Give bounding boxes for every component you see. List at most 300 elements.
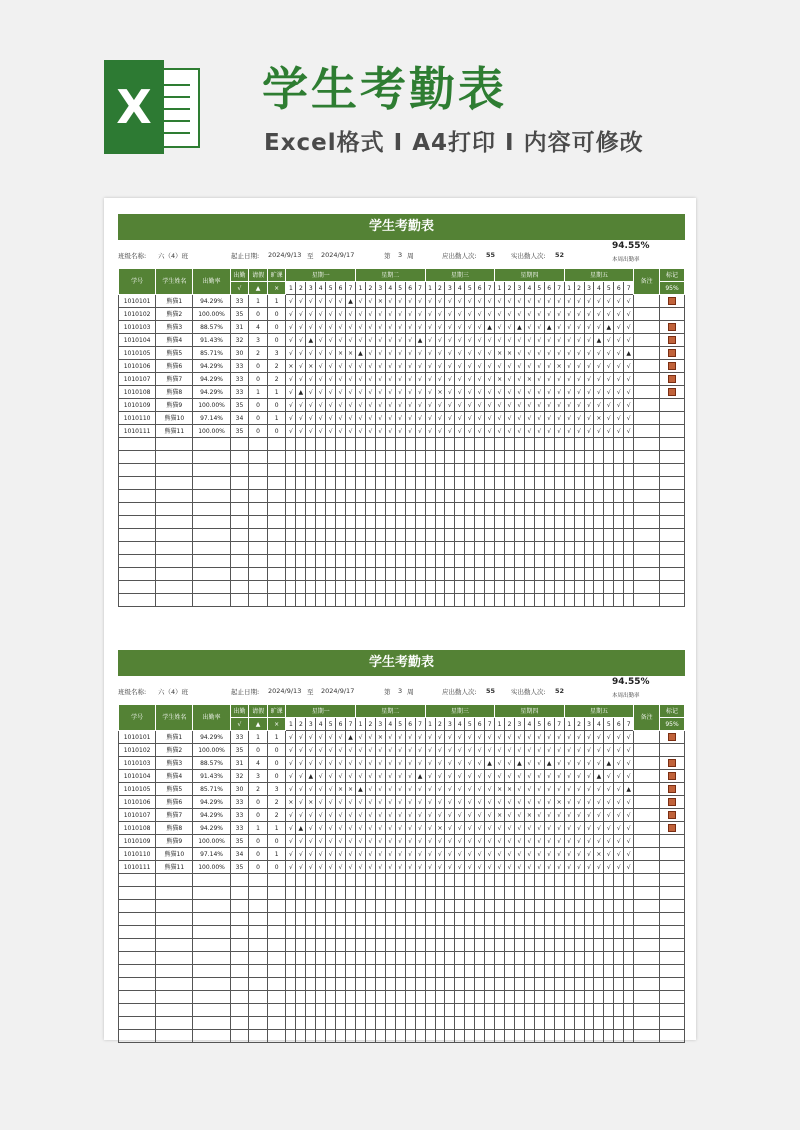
empty-cell[interactable] bbox=[316, 568, 326, 581]
empty-cell[interactable] bbox=[614, 874, 624, 887]
cell-attendance-mark[interactable]: √ bbox=[485, 861, 495, 874]
cell-attendance-mark[interactable]: √ bbox=[336, 373, 346, 386]
cell-attendance-mark[interactable]: √ bbox=[465, 347, 475, 360]
empty-cell[interactable] bbox=[624, 913, 634, 926]
cell-attendance-mark[interactable]: √ bbox=[554, 809, 564, 822]
empty-cell[interactable] bbox=[336, 965, 346, 978]
cell-attendance-mark[interactable]: √ bbox=[405, 373, 415, 386]
empty-cell[interactable] bbox=[356, 529, 366, 542]
cell-attendance-mark[interactable]: √ bbox=[475, 321, 485, 334]
cell-attendance-mark[interactable]: √ bbox=[614, 796, 624, 809]
empty-cell[interactable] bbox=[660, 542, 685, 555]
cell-attendance-mark[interactable]: √ bbox=[326, 848, 336, 861]
cell-attendance-mark[interactable]: √ bbox=[356, 848, 366, 861]
cell-attendance-mark[interactable]: √ bbox=[514, 386, 524, 399]
empty-cell[interactable] bbox=[365, 594, 375, 607]
empty-cell[interactable] bbox=[524, 952, 534, 965]
cell-attendance-mark[interactable]: √ bbox=[385, 386, 395, 399]
class-value[interactable]: 六（4）班 bbox=[158, 252, 189, 260]
cell-attendance-mark[interactable]: √ bbox=[475, 412, 485, 425]
empty-cell[interactable] bbox=[445, 542, 455, 555]
empty-cell[interactable] bbox=[267, 464, 286, 477]
empty-cell[interactable] bbox=[505, 581, 515, 594]
cell-attendance-mark[interactable]: √ bbox=[534, 835, 544, 848]
cell-attendance-mark[interactable]: √ bbox=[385, 822, 395, 835]
cell-attendance-mark[interactable]: √ bbox=[385, 796, 395, 809]
cell-attendance-mark[interactable]: √ bbox=[584, 373, 594, 386]
empty-cell[interactable] bbox=[119, 1017, 156, 1030]
cell-attendance-mark[interactable]: √ bbox=[356, 386, 366, 399]
cell-student-id[interactable]: 1010103 bbox=[119, 321, 156, 334]
empty-cell[interactable] bbox=[594, 451, 604, 464]
empty-cell[interactable] bbox=[395, 978, 405, 991]
empty-cell[interactable] bbox=[564, 542, 574, 555]
empty-cell[interactable] bbox=[594, 874, 604, 887]
empty-cell[interactable] bbox=[465, 874, 475, 887]
empty-cell[interactable] bbox=[624, 568, 634, 581]
empty-cell[interactable] bbox=[514, 900, 524, 913]
cell-attendance-mark[interactable]: √ bbox=[455, 796, 465, 809]
empty-cell[interactable] bbox=[604, 503, 614, 516]
empty-cell[interactable] bbox=[544, 913, 554, 926]
empty-cell[interactable] bbox=[385, 438, 395, 451]
cell-attendance-mark[interactable]: √ bbox=[336, 360, 346, 373]
empty-cell[interactable] bbox=[445, 965, 455, 978]
cell-attendance-mark[interactable]: √ bbox=[505, 373, 515, 386]
cell-attendance-mark[interactable]: √ bbox=[554, 399, 564, 412]
empty-cell[interactable] bbox=[465, 594, 475, 607]
empty-cell[interactable] bbox=[230, 581, 249, 594]
cell-attendance-mark[interactable]: √ bbox=[584, 744, 594, 757]
empty-cell[interactable] bbox=[286, 542, 296, 555]
empty-cell[interactable] bbox=[316, 594, 326, 607]
empty-cell[interactable] bbox=[495, 438, 505, 451]
empty-cell[interactable] bbox=[306, 516, 316, 529]
empty-cell[interactable] bbox=[405, 913, 415, 926]
cell-attendance-mark[interactable]: √ bbox=[385, 848, 395, 861]
cell-attendance-mark[interactable]: × bbox=[554, 796, 564, 809]
empty-cell[interactable] bbox=[356, 451, 366, 464]
empty-cell[interactable] bbox=[306, 568, 316, 581]
empty-cell[interactable] bbox=[230, 1004, 249, 1017]
empty-cell[interactable] bbox=[405, 939, 415, 952]
empty-cell[interactable] bbox=[475, 978, 485, 991]
cell-attendance-mark[interactable]: √ bbox=[594, 757, 604, 770]
cell-attendance-mark[interactable]: √ bbox=[534, 783, 544, 796]
cell-attendance-mark[interactable]: √ bbox=[356, 861, 366, 874]
empty-cell[interactable] bbox=[230, 991, 249, 1004]
empty-cell[interactable] bbox=[156, 568, 193, 581]
cell-attendance-mark[interactable]: √ bbox=[624, 809, 634, 822]
empty-cell[interactable] bbox=[634, 490, 660, 503]
empty-cell[interactable] bbox=[336, 542, 346, 555]
empty-cell[interactable] bbox=[614, 594, 624, 607]
empty-cell[interactable] bbox=[554, 874, 564, 887]
empty-cell[interactable] bbox=[230, 529, 249, 542]
empty-cell[interactable] bbox=[156, 529, 193, 542]
cell-note[interactable] bbox=[634, 796, 660, 809]
empty-cell[interactable] bbox=[375, 451, 385, 464]
cell-attendance-mark[interactable]: √ bbox=[485, 373, 495, 386]
empty-cell[interactable] bbox=[584, 594, 594, 607]
empty-cell[interactable] bbox=[445, 1030, 455, 1043]
cell-attendance-mark[interactable]: √ bbox=[624, 386, 634, 399]
empty-cell[interactable] bbox=[230, 490, 249, 503]
cell-attendance-mark[interactable]: √ bbox=[624, 425, 634, 438]
empty-cell[interactable] bbox=[634, 581, 660, 594]
cell-attendance-mark[interactable]: √ bbox=[495, 295, 505, 308]
cell-attendance-mark[interactable]: ▲ bbox=[624, 783, 634, 796]
cell-attendance-mark[interactable]: √ bbox=[524, 334, 534, 347]
empty-cell[interactable] bbox=[604, 568, 614, 581]
cell-attendance-mark[interactable]: √ bbox=[505, 334, 515, 347]
cell-attendance-mark[interactable]: √ bbox=[514, 744, 524, 757]
empty-cell[interactable] bbox=[564, 1017, 574, 1030]
empty-cell[interactable] bbox=[365, 874, 375, 887]
cell-attendance-mark[interactable]: √ bbox=[365, 835, 375, 848]
empty-cell[interactable] bbox=[326, 490, 336, 503]
empty-cell[interactable] bbox=[156, 913, 193, 926]
cell-attendance-mark[interactable]: √ bbox=[564, 783, 574, 796]
empty-cell[interactable] bbox=[594, 926, 604, 939]
empty-cell[interactable] bbox=[336, 900, 346, 913]
empty-cell[interactable] bbox=[534, 978, 544, 991]
empty-cell[interactable] bbox=[475, 464, 485, 477]
empty-cell[interactable] bbox=[156, 900, 193, 913]
empty-cell[interactable] bbox=[249, 503, 268, 516]
empty-cell[interactable] bbox=[249, 594, 268, 607]
cell-attendance-mark[interactable]: √ bbox=[465, 744, 475, 757]
cell-attendance-mark[interactable]: √ bbox=[455, 861, 465, 874]
cell-student-id[interactable]: 1010101 bbox=[119, 731, 156, 744]
empty-cell[interactable] bbox=[584, 1017, 594, 1030]
empty-cell[interactable] bbox=[624, 438, 634, 451]
empty-cell[interactable] bbox=[405, 1030, 415, 1043]
empty-cell[interactable] bbox=[415, 1017, 425, 1030]
cell-attendance-mark[interactable]: √ bbox=[574, 360, 584, 373]
empty-cell[interactable] bbox=[544, 542, 554, 555]
empty-cell[interactable] bbox=[365, 477, 375, 490]
empty-cell[interactable] bbox=[445, 952, 455, 965]
empty-cell[interactable] bbox=[574, 594, 584, 607]
cell-attendance-mark[interactable]: ▲ bbox=[624, 347, 634, 360]
empty-cell[interactable] bbox=[505, 451, 515, 464]
empty-cell[interactable] bbox=[286, 991, 296, 1004]
empty-cell[interactable] bbox=[405, 1017, 415, 1030]
cell-attendance-mark[interactable]: √ bbox=[346, 321, 356, 334]
empty-cell[interactable] bbox=[455, 477, 465, 490]
empty-cell[interactable] bbox=[395, 438, 405, 451]
empty-cell[interactable] bbox=[346, 581, 356, 594]
cell-attendance-mark[interactable]: √ bbox=[296, 321, 306, 334]
cell-attendance-mark[interactable]: √ bbox=[624, 731, 634, 744]
cell-attendance-mark[interactable]: √ bbox=[485, 386, 495, 399]
cell-student-name[interactable]: 熊猫9 bbox=[156, 835, 193, 848]
empty-cell[interactable] bbox=[534, 451, 544, 464]
cell-attendance-mark[interactable]: √ bbox=[495, 399, 505, 412]
empty-cell[interactable] bbox=[574, 477, 584, 490]
cell-attendance-mark[interactable]: √ bbox=[405, 770, 415, 783]
cell-attendance-mark[interactable]: √ bbox=[425, 770, 435, 783]
empty-cell[interactable] bbox=[495, 1030, 505, 1043]
empty-cell[interactable] bbox=[375, 939, 385, 952]
empty-cell[interactable] bbox=[296, 477, 306, 490]
cell-attendance-mark[interactable]: √ bbox=[395, 809, 405, 822]
empty-cell[interactable] bbox=[119, 926, 156, 939]
empty-cell[interactable] bbox=[425, 477, 435, 490]
cell-attendance-mark[interactable]: √ bbox=[356, 373, 366, 386]
empty-cell[interactable] bbox=[415, 477, 425, 490]
empty-cell[interactable] bbox=[475, 555, 485, 568]
cell-attendance-mark[interactable]: √ bbox=[346, 861, 356, 874]
empty-cell[interactable] bbox=[415, 978, 425, 991]
empty-cell[interactable] bbox=[425, 529, 435, 542]
empty-cell[interactable] bbox=[524, 1004, 534, 1017]
cell-attendance-mark[interactable]: √ bbox=[465, 308, 475, 321]
empty-cell[interactable] bbox=[286, 952, 296, 965]
empty-cell[interactable] bbox=[435, 477, 445, 490]
cell-attendance-mark[interactable]: √ bbox=[554, 848, 564, 861]
cell-attendance-mark[interactable]: √ bbox=[505, 822, 515, 835]
cell-attendance-mark[interactable]: √ bbox=[614, 757, 624, 770]
empty-cell[interactable] bbox=[395, 939, 405, 952]
cell-attendance-mark[interactable]: √ bbox=[375, 308, 385, 321]
empty-cell[interactable] bbox=[365, 451, 375, 464]
empty-cell[interactable] bbox=[119, 991, 156, 1004]
empty-cell[interactable] bbox=[435, 939, 445, 952]
cell-attendance-mark[interactable]: √ bbox=[505, 757, 515, 770]
empty-cell[interactable] bbox=[230, 1030, 249, 1043]
cell-attendance-mark[interactable]: √ bbox=[544, 412, 554, 425]
empty-cell[interactable] bbox=[485, 1017, 495, 1030]
empty-cell[interactable] bbox=[505, 1017, 515, 1030]
empty-cell[interactable] bbox=[356, 887, 366, 900]
cell-attendance-mark[interactable]: √ bbox=[564, 809, 574, 822]
empty-cell[interactable] bbox=[445, 555, 455, 568]
cell-attendance-mark[interactable]: √ bbox=[306, 412, 316, 425]
empty-cell[interactable] bbox=[193, 568, 230, 581]
cell-attendance-mark[interactable]: × bbox=[306, 796, 316, 809]
empty-cell[interactable] bbox=[405, 978, 415, 991]
cell-attendance-mark[interactable]: √ bbox=[614, 334, 624, 347]
empty-cell[interactable] bbox=[193, 555, 230, 568]
empty-cell[interactable] bbox=[365, 503, 375, 516]
cell-attendance-mark[interactable]: √ bbox=[395, 412, 405, 425]
cell-attendance-mark[interactable]: √ bbox=[624, 321, 634, 334]
empty-cell[interactable] bbox=[230, 542, 249, 555]
actual-value[interactable]: 52 bbox=[555, 251, 565, 259]
cell-attendance-mark[interactable]: √ bbox=[584, 412, 594, 425]
empty-cell[interactable] bbox=[445, 581, 455, 594]
empty-cell[interactable] bbox=[346, 965, 356, 978]
empty-cell[interactable] bbox=[230, 438, 249, 451]
empty-cell[interactable] bbox=[316, 965, 326, 978]
empty-cell[interactable] bbox=[156, 503, 193, 516]
empty-cell[interactable] bbox=[624, 1004, 634, 1017]
cell-attendance-mark[interactable]: √ bbox=[296, 731, 306, 744]
empty-cell[interactable] bbox=[119, 490, 156, 503]
cell-attendance-mark[interactable]: √ bbox=[336, 770, 346, 783]
empty-cell[interactable] bbox=[594, 913, 604, 926]
empty-cell[interactable] bbox=[485, 874, 495, 887]
empty-cell[interactable] bbox=[505, 490, 515, 503]
empty-cell[interactable] bbox=[435, 438, 445, 451]
empty-cell[interactable] bbox=[230, 952, 249, 965]
empty-cell[interactable] bbox=[326, 1017, 336, 1030]
empty-cell[interactable] bbox=[267, 1030, 286, 1043]
empty-cell[interactable] bbox=[614, 555, 624, 568]
cell-student-id[interactable]: 1010102 bbox=[119, 308, 156, 321]
cell-attendance-mark[interactable]: √ bbox=[574, 757, 584, 770]
cell-attendance-mark[interactable]: √ bbox=[296, 399, 306, 412]
cell-attendance-mark[interactable]: √ bbox=[445, 744, 455, 757]
cell-attendance-mark[interactable]: √ bbox=[356, 295, 366, 308]
cell-attendance-mark[interactable]: √ bbox=[316, 757, 326, 770]
empty-cell[interactable] bbox=[534, 555, 544, 568]
cell-attendance-mark[interactable]: √ bbox=[346, 757, 356, 770]
empty-cell[interactable] bbox=[544, 1030, 554, 1043]
cell-attendance-mark[interactable]: √ bbox=[435, 334, 445, 347]
cell-attendance-mark[interactable]: √ bbox=[574, 295, 584, 308]
empty-cell[interactable] bbox=[524, 913, 534, 926]
cell-attendance-mark[interactable]: √ bbox=[445, 848, 455, 861]
empty-cell[interactable] bbox=[604, 952, 614, 965]
empty-cell[interactable] bbox=[306, 913, 316, 926]
empty-cell[interactable] bbox=[415, 490, 425, 503]
empty-cell[interactable] bbox=[356, 978, 366, 991]
empty-cell[interactable] bbox=[505, 900, 515, 913]
cell-attendance-mark[interactable]: √ bbox=[336, 848, 346, 861]
empty-cell[interactable] bbox=[230, 594, 249, 607]
empty-cell[interactable] bbox=[524, 978, 534, 991]
empty-cell[interactable] bbox=[326, 1030, 336, 1043]
cell-attendance-mark[interactable]: √ bbox=[435, 347, 445, 360]
empty-cell[interactable] bbox=[534, 900, 544, 913]
empty-cell[interactable] bbox=[534, 1004, 544, 1017]
empty-cell[interactable] bbox=[375, 991, 385, 1004]
cell-attendance-mark[interactable]: √ bbox=[594, 360, 604, 373]
cell-student-id[interactable]: 1010102 bbox=[119, 744, 156, 757]
cell-attendance-mark[interactable]: √ bbox=[435, 373, 445, 386]
empty-cell[interactable] bbox=[584, 900, 594, 913]
cell-attendance-mark[interactable]: √ bbox=[346, 386, 356, 399]
empty-cell[interactable] bbox=[356, 1030, 366, 1043]
empty-cell[interactable] bbox=[425, 926, 435, 939]
empty-cell[interactable] bbox=[316, 978, 326, 991]
empty-cell[interactable] bbox=[624, 926, 634, 939]
empty-cell[interactable] bbox=[475, 490, 485, 503]
empty-cell[interactable] bbox=[230, 939, 249, 952]
cell-attendance-mark[interactable]: √ bbox=[435, 360, 445, 373]
cell-attendance-mark[interactable]: √ bbox=[455, 347, 465, 360]
empty-cell[interactable] bbox=[594, 1004, 604, 1017]
cell-attendance-mark[interactable]: √ bbox=[306, 731, 316, 744]
cell-attendance-mark[interactable]: √ bbox=[604, 334, 614, 347]
empty-cell[interactable] bbox=[614, 568, 624, 581]
empty-cell[interactable] bbox=[346, 952, 356, 965]
empty-cell[interactable] bbox=[475, 991, 485, 1004]
cell-attendance-mark[interactable]: √ bbox=[296, 373, 306, 386]
empty-cell[interactable] bbox=[544, 451, 554, 464]
empty-cell[interactable] bbox=[475, 1004, 485, 1017]
empty-cell[interactable] bbox=[375, 555, 385, 568]
cell-attendance-mark[interactable]: √ bbox=[425, 809, 435, 822]
cell-attendance-mark[interactable]: √ bbox=[514, 731, 524, 744]
empty-cell[interactable] bbox=[594, 594, 604, 607]
empty-cell[interactable] bbox=[544, 1004, 554, 1017]
cell-attendance-mark[interactable]: × bbox=[505, 347, 515, 360]
cell-attendance-mark[interactable]: √ bbox=[564, 425, 574, 438]
empty-cell[interactable] bbox=[660, 568, 685, 581]
empty-cell[interactable] bbox=[306, 874, 316, 887]
empty-cell[interactable] bbox=[119, 594, 156, 607]
cell-attendance-mark[interactable]: √ bbox=[604, 295, 614, 308]
cell-attendance-mark[interactable]: √ bbox=[415, 295, 425, 308]
empty-cell[interactable] bbox=[485, 555, 495, 568]
empty-cell[interactable] bbox=[534, 529, 544, 542]
cell-attendance-mark[interactable]: √ bbox=[435, 412, 445, 425]
empty-cell[interactable] bbox=[614, 991, 624, 1004]
cell-attendance-mark[interactable]: √ bbox=[604, 848, 614, 861]
cell-attendance-mark[interactable]: √ bbox=[296, 783, 306, 796]
empty-cell[interactable] bbox=[574, 568, 584, 581]
empty-cell[interactable] bbox=[405, 965, 415, 978]
cell-attendance-mark[interactable]: √ bbox=[316, 360, 326, 373]
empty-cell[interactable] bbox=[660, 477, 685, 490]
cell-attendance-mark[interactable]: √ bbox=[624, 360, 634, 373]
empty-cell[interactable] bbox=[395, 581, 405, 594]
cell-attendance-mark[interactable]: √ bbox=[415, 386, 425, 399]
empty-cell[interactable] bbox=[544, 438, 554, 451]
empty-cell[interactable] bbox=[604, 991, 614, 1004]
empty-cell[interactable] bbox=[660, 516, 685, 529]
empty-cell[interactable] bbox=[385, 1017, 395, 1030]
cell-attendance-mark[interactable]: √ bbox=[316, 783, 326, 796]
empty-cell[interactable] bbox=[306, 1030, 316, 1043]
cell-attendance-mark[interactable]: √ bbox=[604, 308, 614, 321]
cell-attendance-mark[interactable]: √ bbox=[306, 347, 316, 360]
cell-attendance-mark[interactable]: √ bbox=[594, 399, 604, 412]
cell-attendance-mark[interactable]: √ bbox=[326, 796, 336, 809]
empty-cell[interactable] bbox=[346, 451, 356, 464]
cell-attendance-mark[interactable]: √ bbox=[415, 809, 425, 822]
empty-cell[interactable] bbox=[660, 926, 685, 939]
cell-attendance-mark[interactable]: √ bbox=[425, 334, 435, 347]
empty-cell[interactable] bbox=[564, 529, 574, 542]
empty-cell[interactable] bbox=[375, 529, 385, 542]
empty-cell[interactable] bbox=[554, 581, 564, 594]
empty-cell[interactable] bbox=[230, 926, 249, 939]
cell-attendance-mark[interactable]: √ bbox=[306, 783, 316, 796]
empty-cell[interactable] bbox=[554, 887, 564, 900]
cell-attendance-mark[interactable]: √ bbox=[435, 783, 445, 796]
empty-cell[interactable] bbox=[249, 490, 268, 503]
cell-attendance-mark[interactable]: √ bbox=[524, 757, 534, 770]
cell-attendance-mark[interactable]: √ bbox=[405, 796, 415, 809]
date-start[interactable]: 2024/9/13 bbox=[268, 251, 302, 259]
empty-cell[interactable] bbox=[249, 568, 268, 581]
cell-attendance-mark[interactable]: √ bbox=[475, 347, 485, 360]
cell-attendance-mark[interactable]: √ bbox=[594, 425, 604, 438]
cell-attendance-mark[interactable]: √ bbox=[544, 308, 554, 321]
cell-student-id[interactable]: 1010107 bbox=[119, 809, 156, 822]
empty-cell[interactable] bbox=[574, 1017, 584, 1030]
cell-attendance-mark[interactable]: √ bbox=[564, 744, 574, 757]
empty-cell[interactable] bbox=[119, 978, 156, 991]
empty-cell[interactable] bbox=[385, 568, 395, 581]
empty-cell[interactable] bbox=[514, 991, 524, 1004]
cell-attendance-mark[interactable]: √ bbox=[485, 731, 495, 744]
